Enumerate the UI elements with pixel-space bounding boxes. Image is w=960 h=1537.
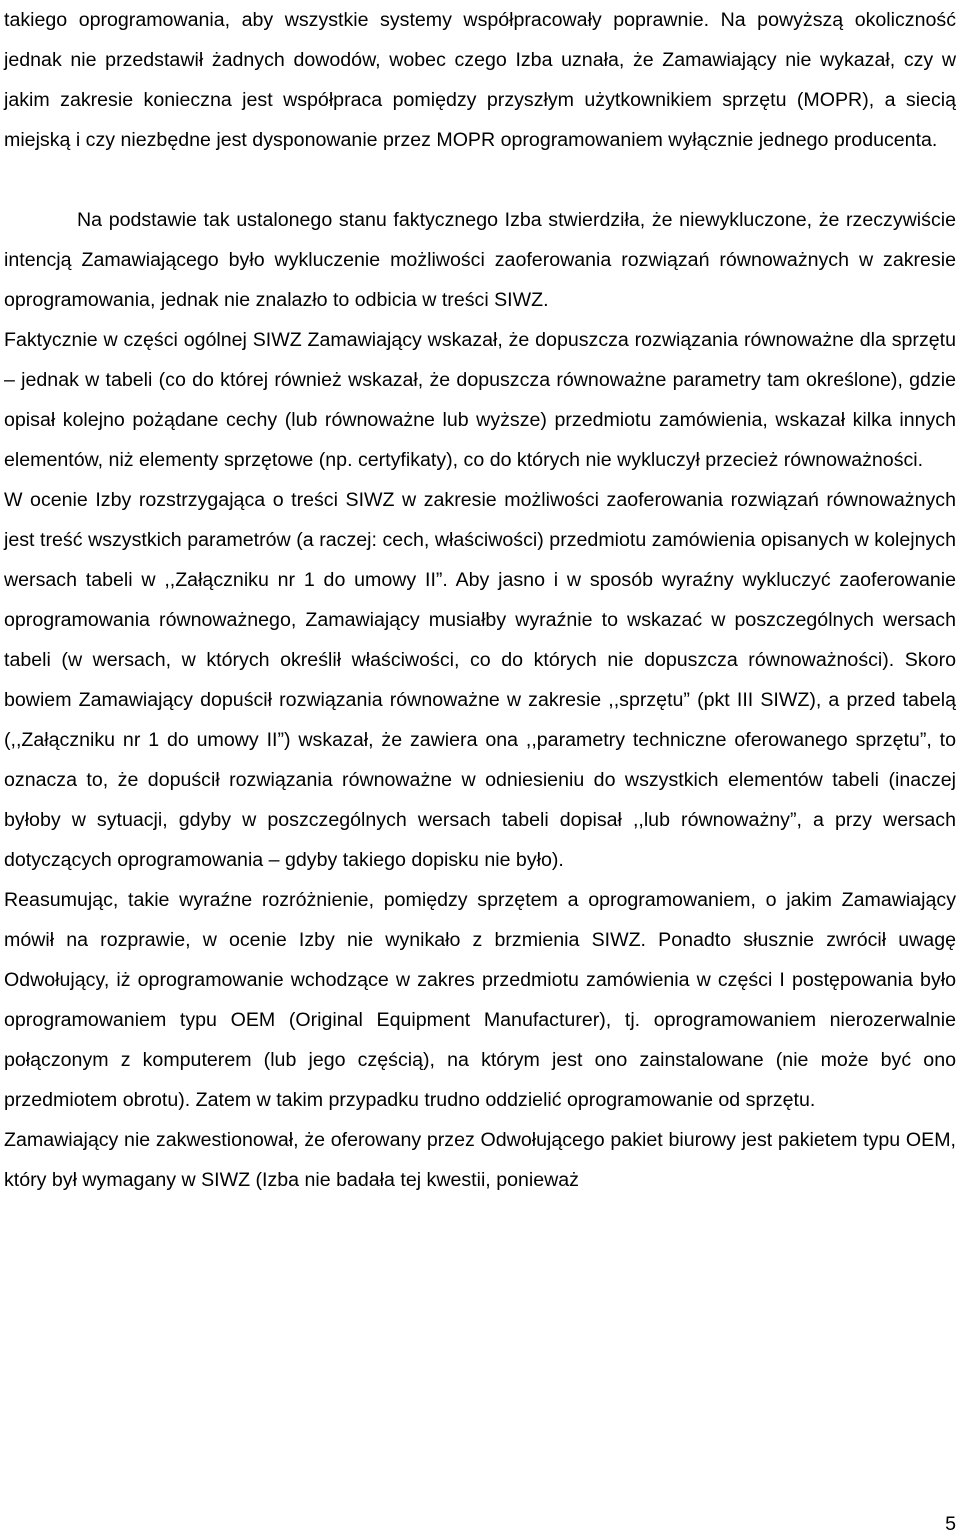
- paragraph-5: Reasumując, takie wyraźne rozróżnienie, pomiędzy sprzętem a oprogramowaniem, o jakim Zamawiający mówił na rozprawie, w ocenie Izby nie wynikało z brzmienia SIWZ. Ponadto słusznie zwrócił uwagę Odwołujący, iż oprogramowanie wchodzące w zakres przedmiotu zamówienia w części I postępowania było oprogramowaniem typu OEM (Original Equipment Manufacturer), tj. oprogramowaniem nierozerwalnie połączonym z komputerem (lub jego częścią), na którym jest ono zainstalowane (nie może być ono przedmiotem obrotu). Zatem w takim przypadku trudno oddzielić oprogramowanie od sprzętu.: [4, 889, 956, 1111]
- page-number: 5: [945, 1513, 956, 1535]
- paragraph-gap: [4, 160, 956, 200]
- document-page: [4, 0, 956, 1200]
- paragraph-4: W ocenie Izby rozstrzygająca o treści SIWZ w zakresie możliwości zaoferowania rozwiązań równoważnych jest treść wszystkich parametrów (a raczej: cech, właściwości) przedmiotu zamówienia opisanych w kolejnych wersach tabeli w ,,Załączniku nr 1 do umowy II”. Aby jasno i w sposób wyraźny wykluczyć zaoferowanie oprogramowania równoważnego, Zamawiający musiałby wyraźnie to wskazać w poszczególnych wersach tabeli (w wersach, w których określił właściwości, co do których nie dopuszcza równoważności). Skoro bowiem Zamawiający dopuścił rozwiązania równoważne w zakresie ,,sprzętu” (pkt III SIWZ), a przed tabelą (,,Załączniku nr 1 do umowy II”) wskazał, że zawiera ona ,,parametry techniczne oferowanego sprzętu”, to oznacza to, że dopuścił rozwiązania równoważne w odniesieniu do wszystkich elementów tabeli (inaczej byłoby w sytuacji, gdyby w poszczególnych wersach tabeli dopisał ,,lub równoważny”, a przy wersach dotyczących oprogramowania – gdyby takiego dopisku nie było).: [4, 489, 956, 871]
- paragraph-3: Faktycznie w części ogólnej SIWZ Zamawiający wskazał, że dopuszcza rozwiązania równoważne dla sprzętu – jednak w tabeli (co do której również wskazał, że dopuszcza równoważne parametry tam określone), gdzie opisał kolejno pożądane cechy (lub równoważne lub wyższe) przedmiotu zamówienia, wskazał kilka innych elementów, niż elementy sprzętowe (np. certyfikaty), co do których nie wykluczył przecież równoważności.: [4, 329, 956, 471]
- paragraph-1: takiego oprogramowania, aby wszystkie systemy współpracowały poprawnie. Na powyższą okoliczność jednak nie przedstawił żadnych dowodów, wobec czego Izba uznała, że Zamawiający nie wykazał, czy w jakim zakresie konieczna jest współpraca pomiędzy przyszłym użytkownikiem sprzętu (MOPR), a siecią miejską i czy niezbędne jest dysponowanie przez MOPR oprogramowaniem wyłącznie jednego producenta.: [4, 9, 956, 151]
- paragraph-2: Na podstawie tak ustalonego stanu faktycznego Izba stwierdziła, że niewykluczone, że rzeczywiście intencją Zamawiającego było wykluczenie możliwości zaoferowania rozwiązań równoważnych w zakresie oprogramowania, jednak nie znalazło to odbicia w treści SIWZ.: [4, 209, 956, 311]
- paragraph-6: Zamawiający nie zakwestionował, że oferowany przez Odwołującego pakiet biurowy jest pakietem typu OEM, który był wymagany w SIWZ (Izba nie badała tej kwestii, ponieważ: [4, 1129, 956, 1191]
